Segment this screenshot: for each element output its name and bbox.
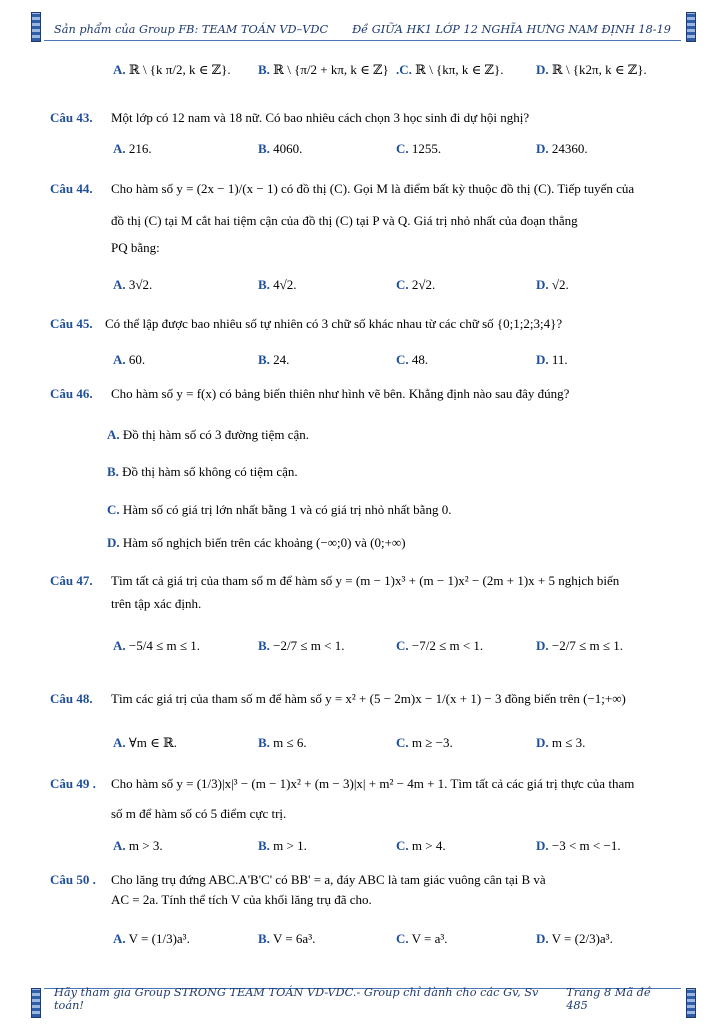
q50-label: Câu 50 . [50,872,96,887]
q45-label: Câu 45. [50,316,93,331]
q45-option-b: B. 24. [258,352,290,367]
footer-right: Trang 8 Mã đề 485 [566,986,651,1012]
q49-option-a: A. m > 3. [113,838,163,853]
header-right: Đề GIỮA HK1 LỚP 12 NGHĨA HƯNG NAM ĐỊNH 18-19 [352,22,671,36]
q50-option-a: A. V = (1/3)a³. [113,931,190,946]
decorative-bar-bottom-left [31,988,41,1018]
q49-option-c: C. m > 4. [396,838,446,853]
q45-text: Có thể lập được bao nhiêu số tự nhiên có 3 chữ số khác nhau từ các chữ số {0;1;2;3;4}? [105,316,563,331]
header-left: Sản phẩm của Group FB: TEAM TOÁN VD–VDC [54,22,329,36]
q45-option-d: D. 11. [536,352,568,367]
q43-label: Câu 43. [50,110,93,125]
q44-line2: đồ thị (C) tại M cắt hai tiệm cận của đồ thị (C) tại P và Q. Giá trị nhỏ nhất của đoạn thẳng [111,213,578,228]
q44-option-c: C. 2√2. [396,277,436,292]
q47-line2: trên tập xác định. [111,596,202,611]
q44-line1: Cho hàm số y = (2x − 1)/(x − 1) có đồ thị (C). Gọi M là điểm bất kỳ thuộc đồ thị (C). Tiếp tuyến của [111,181,635,196]
q43-option-b: B. 4060. [258,141,303,156]
q50-option-c: C. V = a³. [396,931,448,946]
q48-option-a: A. ∀m ∈ ℝ. [113,735,178,750]
decorative-bar-top-left [31,12,41,42]
q49-option-b: B. m > 1. [258,838,307,853]
q48-option-b: B. m ≤ 6. [258,735,307,750]
page-footer [44,986,681,1012]
q50-line1: Cho lăng trụ đứng ABC.A'B'C' có BB' = a, đáy ABC là tam giác vuông cân tại B và [111,872,546,887]
q47-option-b: B. −2/7 ≤ m < 1. [258,638,345,653]
q49-line1: Cho hàm số y = (1/3)|x|³ − (m − 1)x² + (m − 3)|x| + m² − 4m + 1. Tìm tất cả các giá trị thực của tham [111,776,635,791]
q47-line1: Tìm tất cả giá trị của tham số m để hàm số y = (m − 1)x³ + (m − 1)x² − (2m + 1)x + 5 nghịch biến [111,573,620,588]
q46-label: Câu 46. [50,386,93,401]
page-header [44,18,681,41]
q43-option-c: C. 1255. [396,141,442,156]
q47-label: Câu 47. [50,573,93,588]
q48-option-c: C. m ≥ −3. [396,735,453,750]
decorative-bar-top-right [686,12,696,42]
q42-option-c: .C. ℝ \ {kπ, k ∈ ℤ}. [396,62,504,77]
q50-option-b: B. V = 6a³. [258,931,316,946]
q44-option-a: A. 3√2. [113,277,153,292]
q43-text: Một lớp có 12 nam và 18 nữ. Có bao nhiêu cách chọn 3 học sinh đi dự hội nghị? [111,110,530,125]
decorative-bar-bottom-right [686,988,696,1018]
q47-option-d: D. −2/7 ≤ m ≤ 1. [536,638,623,653]
q46-option-d: D. Hàm số nghịch biến trên các khoảng (−∞;0) và (0;+∞) [107,535,406,550]
q47-option-a: A. −5/4 ≤ m ≤ 1. [113,638,200,653]
q42-option-a: A. ℝ \ {k π/2, k ∈ ℤ}. [113,62,231,77]
q46-option-c: C. Hàm số có giá trị lớn nhất bằng 1 và có giá trị nhỏ nhất bằng 0. [107,502,452,517]
q48-option-d: D. m ≤ 3. [536,735,586,750]
q42-option-d: D. ℝ \ {k2π, k ∈ ℤ}. [536,62,647,77]
q49-option-d: D. −3 < m < −1. [536,838,621,853]
q48-text: Tìm các giá trị của tham số m để hàm số y = x² + (5 − 2m)x − 1/(x + 1) − 3 đồng biến trên (−1;+∞) [111,691,626,706]
q50-option-d: D. V = (2/3)a³. [536,931,613,946]
q43-option-a: A. 216. [113,141,152,156]
q46-option-a: A. Đồ thị hàm số có 3 đường tiệm cận. [107,427,310,442]
q44-option-d: D. √2. [536,277,569,292]
q45-option-c: C. 48. [396,352,429,367]
footer-left: Hãy tham gia Group STRONG TEAM TOÁN VD-VDC.- Group chỉ dành cho các Gv, Sv toán! [54,986,539,1012]
q46-option-b: B. Đồ thị hàm số không có tiệm cận. [107,464,298,479]
q43-option-d: D. 24360. [536,141,588,156]
q44-line3: PQ bằng: [111,240,160,255]
q47-option-c: C. −7/2 ≤ m < 1. [396,638,484,653]
q42-option-b: B. ℝ \ {π/2 + kπ, k ∈ ℤ} [258,62,389,77]
q45-option-a: A. 60. [113,352,146,367]
q44-label: Câu 44. [50,181,93,196]
q50-line2: AC = 2a. Tính thể tích V của khối lăng trụ đã cho. [111,892,372,907]
q44-option-b: B. 4√2. [258,277,297,292]
q48-label: Câu 48. [50,691,93,706]
q46-text: Cho hàm số y = f(x) có bảng biến thiên như hình vẽ bên. Khẳng định nào sau đây đúng? [111,386,570,401]
q49-label: Câu 49 . [50,776,96,791]
q49-line2: số m để hàm số có 5 điểm cực trị. [111,806,287,821]
